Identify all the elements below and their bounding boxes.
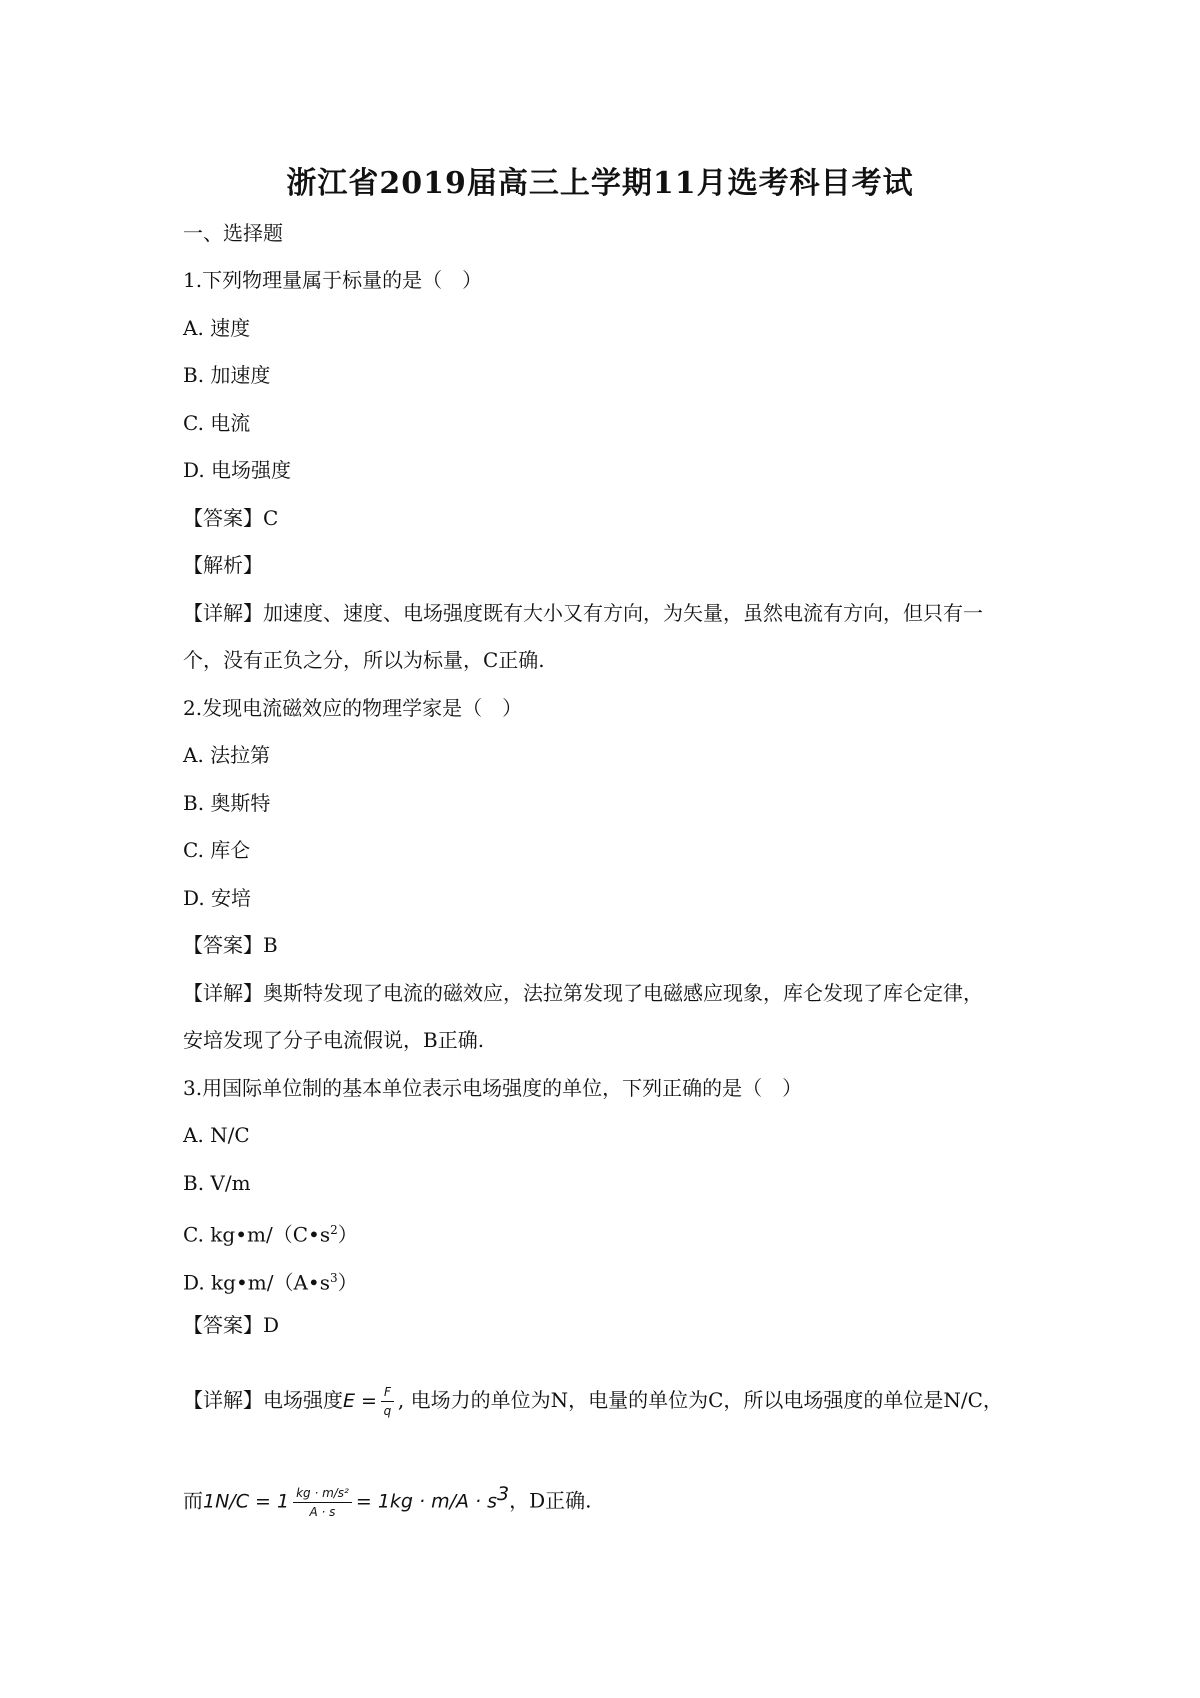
q3-option-d-text: D. kg•m/（A•s [183, 1270, 330, 1295]
q1-option-c: C. 电流 [183, 411, 251, 435]
section-heading: 一、选择题 [183, 221, 283, 245]
q1-option-b: B. 加速度 [183, 363, 271, 387]
q3-option-d-close: ） [337, 1270, 358, 1295]
unit-formula-denominator: A · s [309, 1504, 336, 1519]
q3-line2-suffix: ，D正确. [509, 1488, 592, 1513]
unit-formula-fraction [293, 1486, 352, 1519]
q3-detail-suffix: , 电场力的单位为N，电量的单位为C，所以电场强度的单位是N/C， [397, 1388, 1003, 1412]
unit-formula-lhs: 1N/C = 1 [203, 1490, 290, 1513]
q2-stem: 2.发现电流磁效应的物理学家是（ ） [183, 696, 523, 720]
field-formula-numerator: F [381, 1385, 394, 1402]
q2-option-b: B. 奥斯特 [183, 791, 271, 815]
q2-option-a: A. 法拉第 [183, 743, 271, 767]
q1-detail-line-2: 个，没有正负之分，所以为标量，C正确. [183, 648, 545, 672]
field-formula-fraction [381, 1385, 394, 1418]
q3-line2-prefix: 而 [183, 1488, 203, 1513]
q3-option-c-exponent: 2 [330, 1223, 338, 1237]
unit-formula-numerator: kg · m/s² [293, 1486, 352, 1503]
q1-answer: 【答案】C [183, 506, 279, 530]
q2-option-d: D. 安培 [183, 886, 252, 910]
q1-option-a: A. 速度 [183, 316, 251, 340]
q2-detail-line-2: 安培发现了分子电流假说，B正确. [183, 1028, 485, 1052]
q3-option-c-text: C. kg•m/（C•s [183, 1222, 331, 1247]
q3-option-c [183, 1217, 358, 1248]
unit-formula-rhs-exponent: 3 [497, 1483, 510, 1505]
unit-formula-rhs: = 1kg · m/A · s [355, 1490, 498, 1513]
document-title: 浙江省2019届高三上学期11月选考科目考试 [286, 166, 914, 201]
q3-option-a: A. N/C [183, 1123, 250, 1147]
q3-option-c-close: ） [337, 1222, 358, 1247]
q3-detail-line-2 [183, 1472, 592, 1524]
q2-detail-line-1: 【详解】奥斯特发现了电流的磁效应，法拉第发现了电磁感应现象，库仑发现了库仑定律， [183, 981, 983, 1005]
q1-detail-line-1: 【详解】加速度、速度、电场强度既有大小又有方向，为矢量，虽然电流有方向，但只有一 [183, 601, 983, 625]
q3-detail-prefix: 【详解】电场强度 [183, 1388, 343, 1412]
q3-answer: 【答案】D [183, 1313, 280, 1337]
q1-analysis: 【解析】 [183, 553, 263, 577]
q3-option-d-exponent: 3 [329, 1271, 338, 1285]
q2-option-c: C. 库仑 [183, 838, 251, 862]
q1-stem: 1.下列物理量属于标量的是（ ） [183, 268, 483, 292]
q3-option-b: B. V/m [183, 1171, 251, 1195]
field-formula-lhs: E = [343, 1390, 377, 1412]
q2-answer: 【答案】B [183, 933, 278, 957]
q3-detail-line-1 [183, 1380, 1003, 1421]
q3-stem: 3.用国际单位制的基本单位表示电场强度的单位，下列正确的是（ ） [183, 1076, 803, 1100]
q3-option-d [183, 1265, 358, 1296]
q1-option-d: D. 电场强度 [183, 458, 292, 482]
field-formula-denominator: q [383, 1404, 392, 1418]
